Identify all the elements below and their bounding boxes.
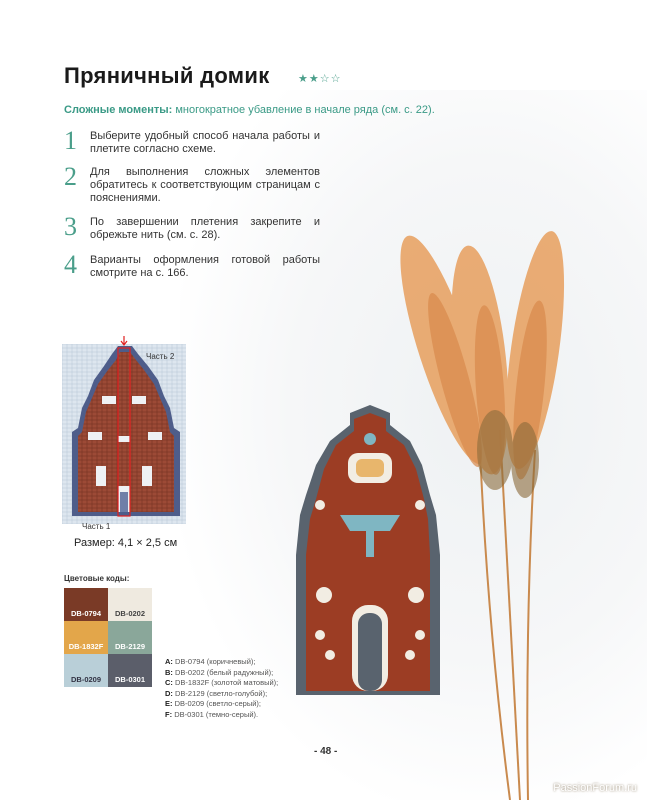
difficulty-text: многократное убавление в начале ряда (см. с. 22). xyxy=(175,104,435,116)
step-number: 3 xyxy=(64,212,77,241)
step-text: По завершении плетения закрепите и обрежьте нить (см. с. 28). xyxy=(90,216,320,241)
legend-item: A: DB-0794 (коричневый); xyxy=(165,657,256,666)
swatch-code: DB-1832F xyxy=(68,642,104,651)
star-filled-icon: ★ xyxy=(308,73,320,85)
scheme-part2-label: Часть 2 xyxy=(146,352,175,361)
page-number: - 48 - xyxy=(314,746,338,757)
swatch-code: DB-2129 xyxy=(114,642,145,651)
swatch xyxy=(108,621,152,654)
page-title: Пряничный домик xyxy=(64,63,270,88)
step-text: Для выполнения сложных элементов обратитесь к соответствующим страницам с пояснениями. xyxy=(90,166,320,204)
star-filled-icon: ★ xyxy=(298,73,309,85)
scheme-grid xyxy=(62,336,186,524)
color-legend xyxy=(165,657,278,721)
step-number: 2 xyxy=(64,162,77,191)
size-label: Размер: 4,1 × 2,5 см xyxy=(74,537,178,549)
step-text: Выберите удобный способ начала работы и плетите согласно схеме. xyxy=(90,130,320,155)
swatch-code: DB-0209 xyxy=(70,675,101,684)
legend-item: C: DB-1832F (золотой матовый); xyxy=(165,678,279,688)
swatch xyxy=(64,621,108,654)
difficulty-label: Сложные моменты: xyxy=(64,104,173,116)
difficulty-stars xyxy=(298,72,342,85)
watermark: PassionForum.ru xyxy=(553,782,637,794)
swatch-code: DB-0202 xyxy=(114,609,145,618)
color-swatches xyxy=(64,588,152,720)
legend-item: B: DB-0202 (белый радужный); xyxy=(165,667,274,677)
swatch xyxy=(64,588,108,621)
star-empty-icon: ☆ xyxy=(330,73,342,85)
difficulty-note xyxy=(64,104,435,116)
beaded-house-photo xyxy=(290,405,450,705)
swatch-code: DB-0794 xyxy=(70,609,101,618)
bead-scheme xyxy=(62,336,186,531)
step-text: Варианты оформления готовой работы смотрите на с. 166. xyxy=(90,254,320,279)
legend-item: E: DB-0209 (светло-серый); xyxy=(165,699,262,709)
step-number: 1 xyxy=(64,126,77,155)
legend-item: F: DB-0301 (темно-серый). xyxy=(165,709,259,719)
legend-item: D: DB-2129 (светло-голубой); xyxy=(165,688,268,698)
scheme-part1-label: Часть 1 xyxy=(82,522,111,531)
swatch xyxy=(108,654,152,687)
swatch-code: DB-0301 xyxy=(114,675,145,684)
swatch xyxy=(108,588,152,621)
color-codes-title: Цветовые коды: xyxy=(64,574,130,583)
step-number: 4 xyxy=(64,250,77,279)
star-empty-icon: ☆ xyxy=(319,73,331,85)
swatch xyxy=(64,654,108,687)
